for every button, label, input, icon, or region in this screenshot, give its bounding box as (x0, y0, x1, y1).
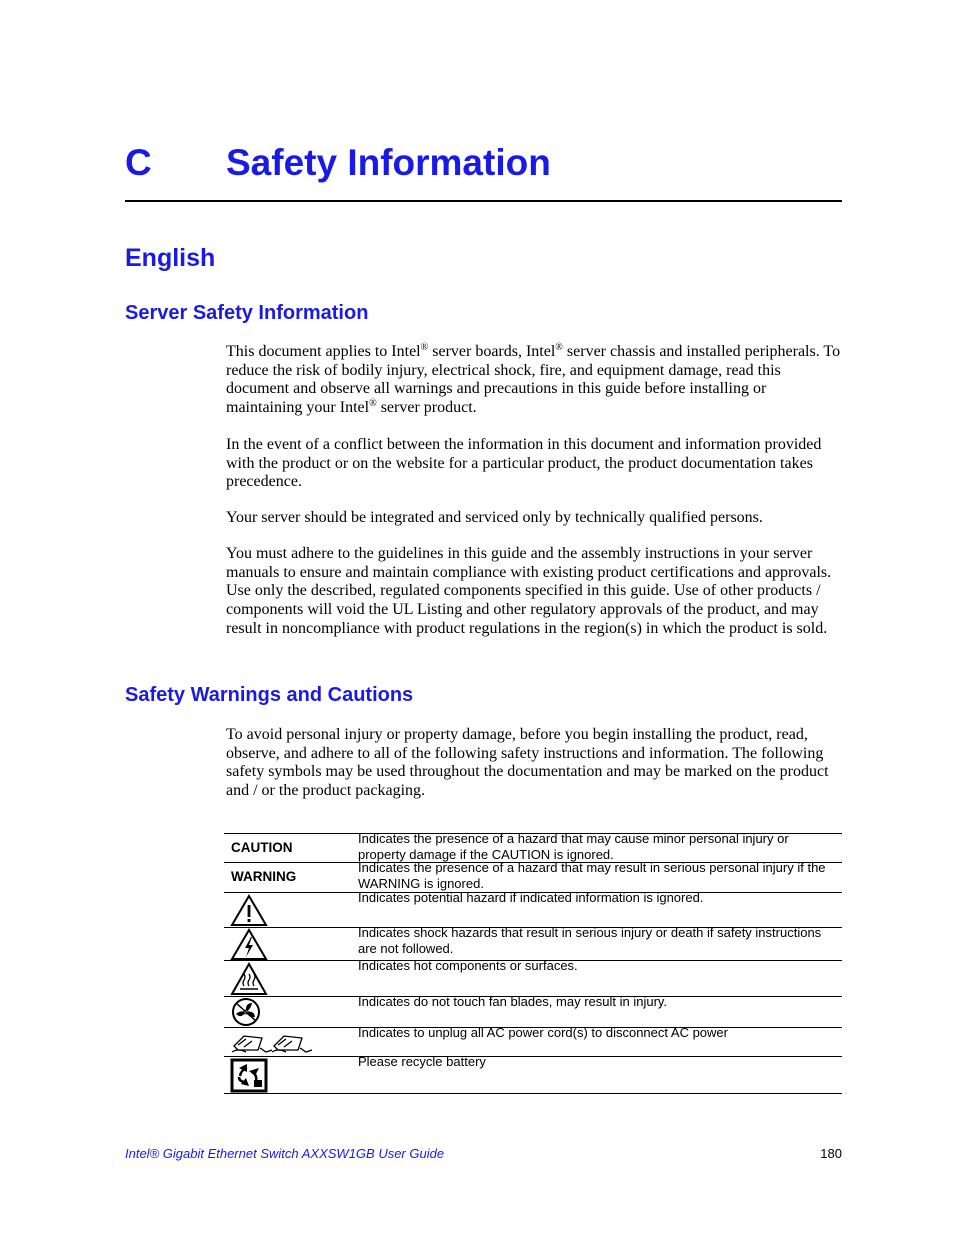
row-description: Indicates potential hazard if indicated information is ignored. (358, 890, 704, 905)
server-safety-paragraph-1: This document applies to Intel® server boards, Intel® server chassis and installed peripherals. To reduce the risk of bodily injury, electrical shock, fire, and equipment damage, read this document and observe all warnings and precautions in this guide before installing or maintaining your Intel® server product. (226, 342, 841, 417)
table-row (224, 833, 842, 863)
table-row (224, 862, 842, 893)
lightning-triangle-icon (230, 928, 268, 961)
exclamation-triangle-icon (230, 894, 268, 927)
server-safety-paragraph-3: Your server should be integrated and serviced only by technically qualified persons. (226, 509, 763, 526)
server-safety-heading: Server Safety Information (125, 302, 369, 324)
row-description: Indicates the presence of a hazard that may cause minor personal injury or property damage if the CAUTION is ignored. (358, 831, 789, 862)
section-heading-english: English (125, 244, 216, 272)
footer-document-title: Intel® Gigabit Ethernet Switch AXXSW1GB User Guide (125, 1146, 445, 1161)
chapter-title: Safety Information (226, 142, 551, 183)
caution-label: CAUTION (231, 840, 293, 855)
recycle-battery-icon (230, 1058, 268, 1093)
table-row (224, 892, 842, 928)
server-safety-paragraph-4: You must adhere to the guidelines in this guide and the assembly instructions in your server manuals to ensure and maintain compliance with existing product certifications and approvals. Use only the described, regulated components specified in this guide. Use of other products / components will void the UL Listing and other regulatory approvals of the product, and may result in noncompliance with product regulations in the region(s) in which the product is sold. (226, 545, 832, 637)
warning-label: WARNING (231, 869, 297, 884)
table-row (224, 1027, 842, 1057)
row-description: Indicates to unplug all AC power cord(s) to disconnect AC power (358, 1025, 728, 1040)
footer-page-number: 180 (820, 1146, 842, 1161)
safety-warnings-heading: Safety Warnings and Cautions (125, 684, 414, 706)
fan-blade-icon (230, 997, 262, 1027)
row-description: Indicates shock hazards that result in serious injury or death if safety instructions are not followed. (358, 925, 822, 956)
table-row (224, 1056, 842, 1094)
server-safety-paragraph-2: In the event of a conflict between the information in this document and information provided with the product or on the website for a particular product, the product documentation takes precedence. (226, 436, 822, 491)
chapter-heading (125, 140, 842, 200)
table-row (224, 927, 842, 961)
row-description: Indicates do not touch fan blades, may result in injury. (358, 994, 668, 1009)
hot-surface-triangle-icon (230, 962, 268, 996)
row-description: Indicates hot components or surfaces. (358, 958, 578, 973)
table-bottom-rule (224, 1093, 842, 1094)
safety-warnings-intro: To avoid personal injury or property damage, before you begin installing the product, read, observe, and adhere to all of the following safety instructions and information. The following safety symbols may be used throughout the documentation and may be marked on the product and / or the product packaging. (226, 726, 829, 800)
unplug-power-cords-icon (230, 1028, 314, 1056)
table-row (224, 996, 842, 1028)
chapter-rule (125, 200, 842, 202)
safety-symbols-table (224, 833, 842, 1094)
row-description: Indicates the presence of a hazard that may result in serious personal injury if the WARNING is ignored. (358, 860, 826, 891)
table-row (224, 960, 842, 997)
row-description: Please recycle battery (358, 1054, 486, 1069)
chapter-letter: C (125, 142, 152, 183)
